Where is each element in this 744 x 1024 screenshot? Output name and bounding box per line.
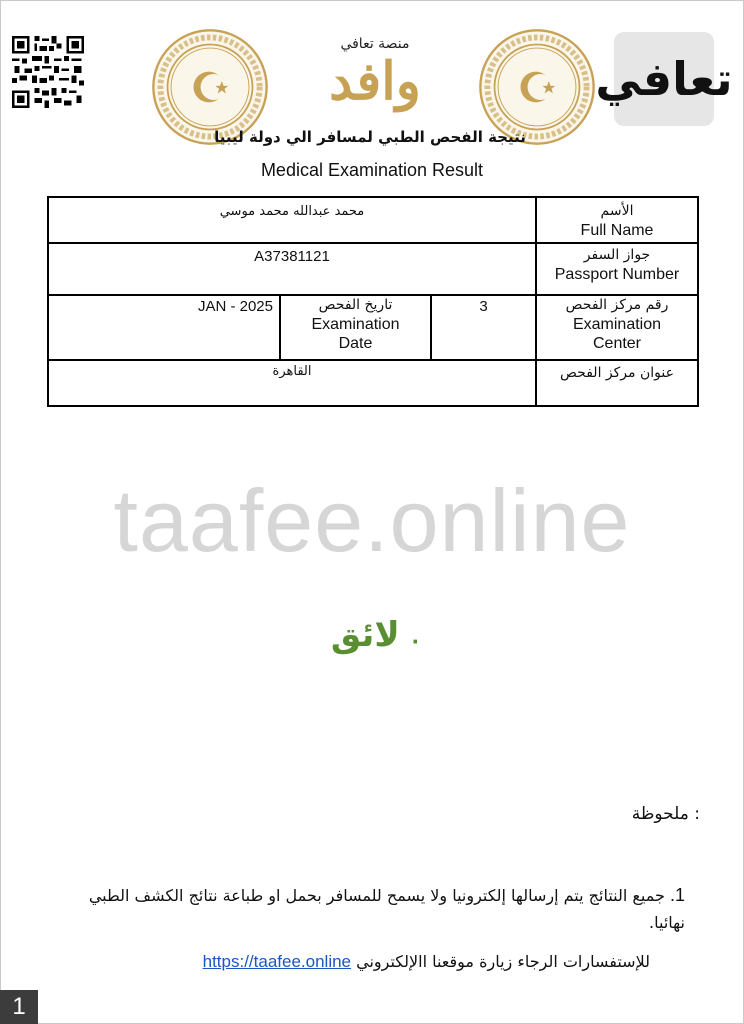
- full-name-label-en: Full Name: [580, 222, 654, 239]
- table-divider: [49, 242, 697, 244]
- result-dot: .: [411, 624, 420, 649]
- center-number-value: 3: [479, 298, 488, 315]
- result-status: [320, 615, 430, 655]
- passport-value: A37381121: [254, 248, 330, 265]
- full-name-value: محمد عبدالله محمد موسي: [219, 204, 365, 219]
- note-item: [55, 882, 685, 936]
- result-text: لائق: [330, 615, 400, 655]
- taafi-badge: [595, 32, 733, 126]
- taafi-badge-text: تعافي: [595, 52, 733, 106]
- passport-label-en: Passport Number: [554, 266, 680, 283]
- wafid-logo-text: وافد: [329, 51, 421, 112]
- inquiry-text: للإستفسارات الرجاء زيارة موقعنا االإلكتروني: [356, 952, 650, 971]
- center-address-label: [537, 364, 697, 383]
- full-name-label-ar: الأسم: [600, 203, 634, 219]
- website-link[interactable]: https://taafee.online: [202, 952, 352, 971]
- exam-date-label: [281, 296, 430, 353]
- center-number-label-en-2: Center: [592, 335, 642, 352]
- center-number-label-ar: رقم مركز الفحص: [565, 297, 669, 313]
- inquiry-line: [90, 952, 650, 972]
- page-number: 1: [0, 990, 38, 1024]
- table-divider: [49, 359, 697, 361]
- exam-date-label-ar: تاريخ الفحص: [318, 297, 393, 313]
- note-number: 1.: [669, 885, 685, 905]
- qr-code-icon: [12, 36, 84, 108]
- exam-date-label-en-2: Date: [338, 335, 373, 352]
- patient-info-table: [47, 196, 699, 407]
- center-number-label-en-1: Examination: [572, 316, 662, 333]
- center-address-label-ar: عنوان مركز الفحص: [560, 365, 674, 381]
- passport-label: [537, 246, 697, 284]
- full-name-label: [537, 202, 697, 240]
- platform-label: منصة تعافي: [340, 36, 410, 52]
- page-title-arabic: نتيجة الفحص الطبي لمسافر الي دولة ليبيا: [214, 128, 526, 146]
- page-title-english: Medical Examination Result: [260, 160, 484, 180]
- exam-date-value: JAN - 2025: [197, 298, 273, 315]
- center-address-value: القاهرة: [272, 364, 312, 379]
- exam-date-label-en-1: Examination: [311, 316, 400, 333]
- note-text: جميع النتائج يتم إرسالها إلكترونيا ولا يسمح للمسافر بحمل او طباعة نتائج الكشف الطبي نهائيا.: [88, 886, 685, 932]
- notes-label: ملحوظة :: [631, 804, 700, 824]
- passport-label-ar: جواز السفر: [583, 247, 651, 263]
- watermark: taafee.online: [113, 471, 631, 570]
- center-number-label: [537, 296, 697, 353]
